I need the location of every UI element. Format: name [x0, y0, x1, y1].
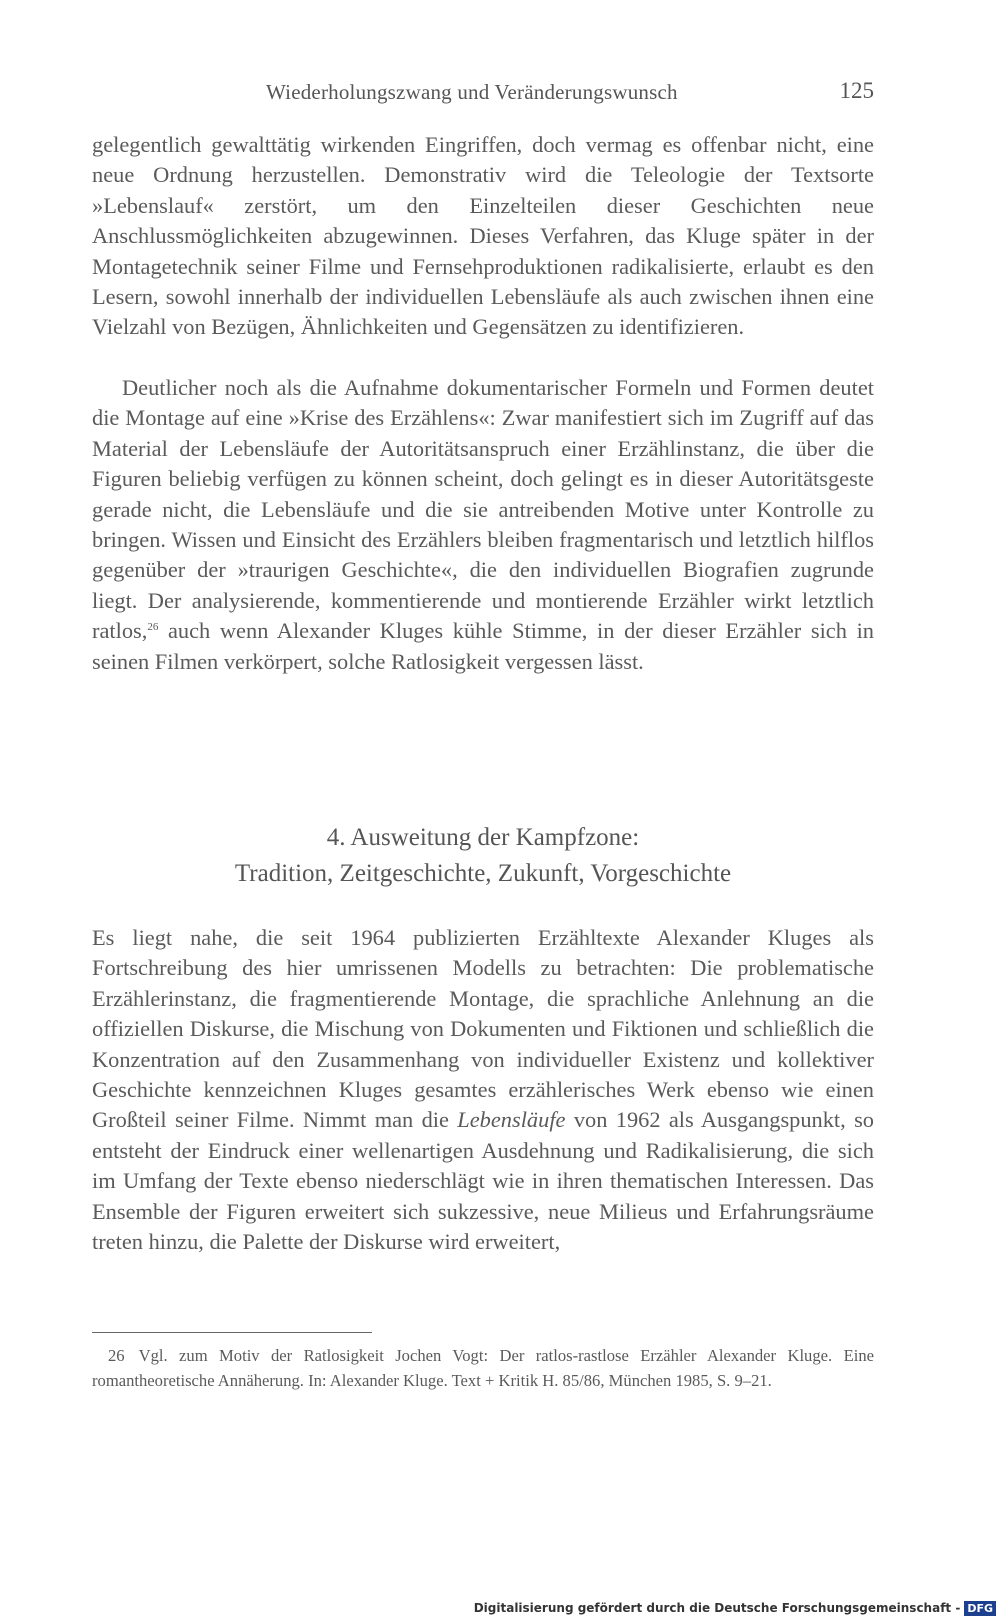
- section-heading: [92, 820, 874, 892]
- paragraph-continuation: [92, 130, 874, 343]
- section-heading-line-1: 4. Ausweitung der Kampfzone:: [326, 824, 640, 851]
- footnote-divider: [92, 1332, 372, 1333]
- digitization-banner: [474, 1598, 1000, 1618]
- footnote-text: Vgl. zum Motiv der Ratlosigkeit Jochen Vogt: Der ratlos-rastlose Erzähler Alexander Kluge. Eine romantheoretische Annäherung. In: Alexander Kluge. Text + Kritik H. 85/86, München 1985, S. 9–21.: [92, 1346, 874, 1390]
- section-heading-line-2: Tradition, Zeitgeschichte, Zukunft, Vorgeschichte: [234, 860, 732, 887]
- book-title-lebenslaeufe: Lebensläufe: [457, 1107, 566, 1133]
- page-header: [92, 80, 874, 110]
- footnote-26: [92, 1343, 874, 1393]
- footnote-number: 26: [108, 1346, 125, 1365]
- paragraph-3-text-a: Es liegt nahe, die seit 1964 publizierten Erzähltexte Alexander Kluges als Fortschreibung des hier umrissenen Modells zu betrachten: Die problematische Erzählerinstanz, die fragmentierende Montage, die sprachliche Anlehnung an die offiziellen Diskurse, die Mischung von Dokumenten und Fiktionen und schließlich die Konzentration auf den Zusammenhang von individueller Existenz und kollektiver Geschichte kennzeichnen Kluges gesamtes erzählerisches Werk ebenso wie einen Großteil seiner Filme. Nimmt man die: [92, 925, 874, 1133]
- paragraph-2-text-b: auch wenn Alexander Kluges kühle Stimme, in der dieser Erzähler sich in seinen Filmen verkörpert, solche Ratlosigkeit vergessen lässt.: [92, 618, 874, 674]
- footnote-reference[interactable]: 26: [147, 621, 159, 634]
- paragraph-1-text: gelegentlich gewalttätig wirkenden Eingriffen, doch vermag es offenbar nicht, eine neue Ordnung herzustellen. Demonstrativ wird die Teleologie der Textsorte »Lebenslauf« zerstört, um den Einzelteilen dieser Geschichten neue Anschlussmöglichkeiten abzugewinnen. Dieses Verfahren, das Kluge später in der Montagetechnik seiner Filme und Fernsehproduktionen radikalisierte, erlaubt es den Lesern, sowohl innerhalb der individuellen Lebensläufe als auch zwischen ihnen eine Vielzahl von Bezügen, Ähnlichkeiten und Gegensätzen zu identifizieren.: [92, 132, 874, 340]
- paragraph-section-4: [92, 923, 874, 1257]
- paragraph-3-text-b: von 1962 als Ausgangspunkt, so entsteht der Eindruck einer wellenartigen Ausdehnung und Radikalisierung, die sich im Umfang der Texte ebenso niederschlägt wie in ihren thematischen Interessen. Das Ensemble der Figuren erweitert sich sukzessive, neue Milieus und Erfahrungsräume treten hinzu, die Palette der Diskurse wird erweitert,: [92, 1107, 874, 1255]
- dfg-logo: DFG: [964, 1601, 996, 1616]
- page-number: 125: [839, 78, 874, 103]
- digitization-text: Digitalisierung gefördert durch die Deutsche Forschungsgemeinschaft -: [473, 1601, 961, 1615]
- running-head: Wiederholungszwang und Veränderungswunsch: [266, 80, 678, 104]
- paragraph-2-text-a: Deutlicher noch als die Aufnahme dokumentarischer Formeln und Formen deutet die Montage auf eine »Krise des Erzählens«: Zwar manifestiert sich im Zugriff auf das Material der Lebensläufe der Autoritätsanspruch einer Erzählinstanz, die über die Figuren beliebig verfügen zu können scheint, doch gelingt es in dieser Autoritätsgeste gerade nicht, die Lebensläufe und die sie antreibenden Motive unter Kontrolle zu bringen. Wissen und Einsicht des Erzählers bleiben fragmentarisch und letztlich hilflos gegenüber der »traurigen Geschichte«, die den individuellen Biografien zugrunde liegt. Der analysierende, kommentierende und montierende Erzähler wirkt letztlich ratlos,: [92, 375, 874, 644]
- paragraph-crisis-of-narration: [92, 373, 874, 677]
